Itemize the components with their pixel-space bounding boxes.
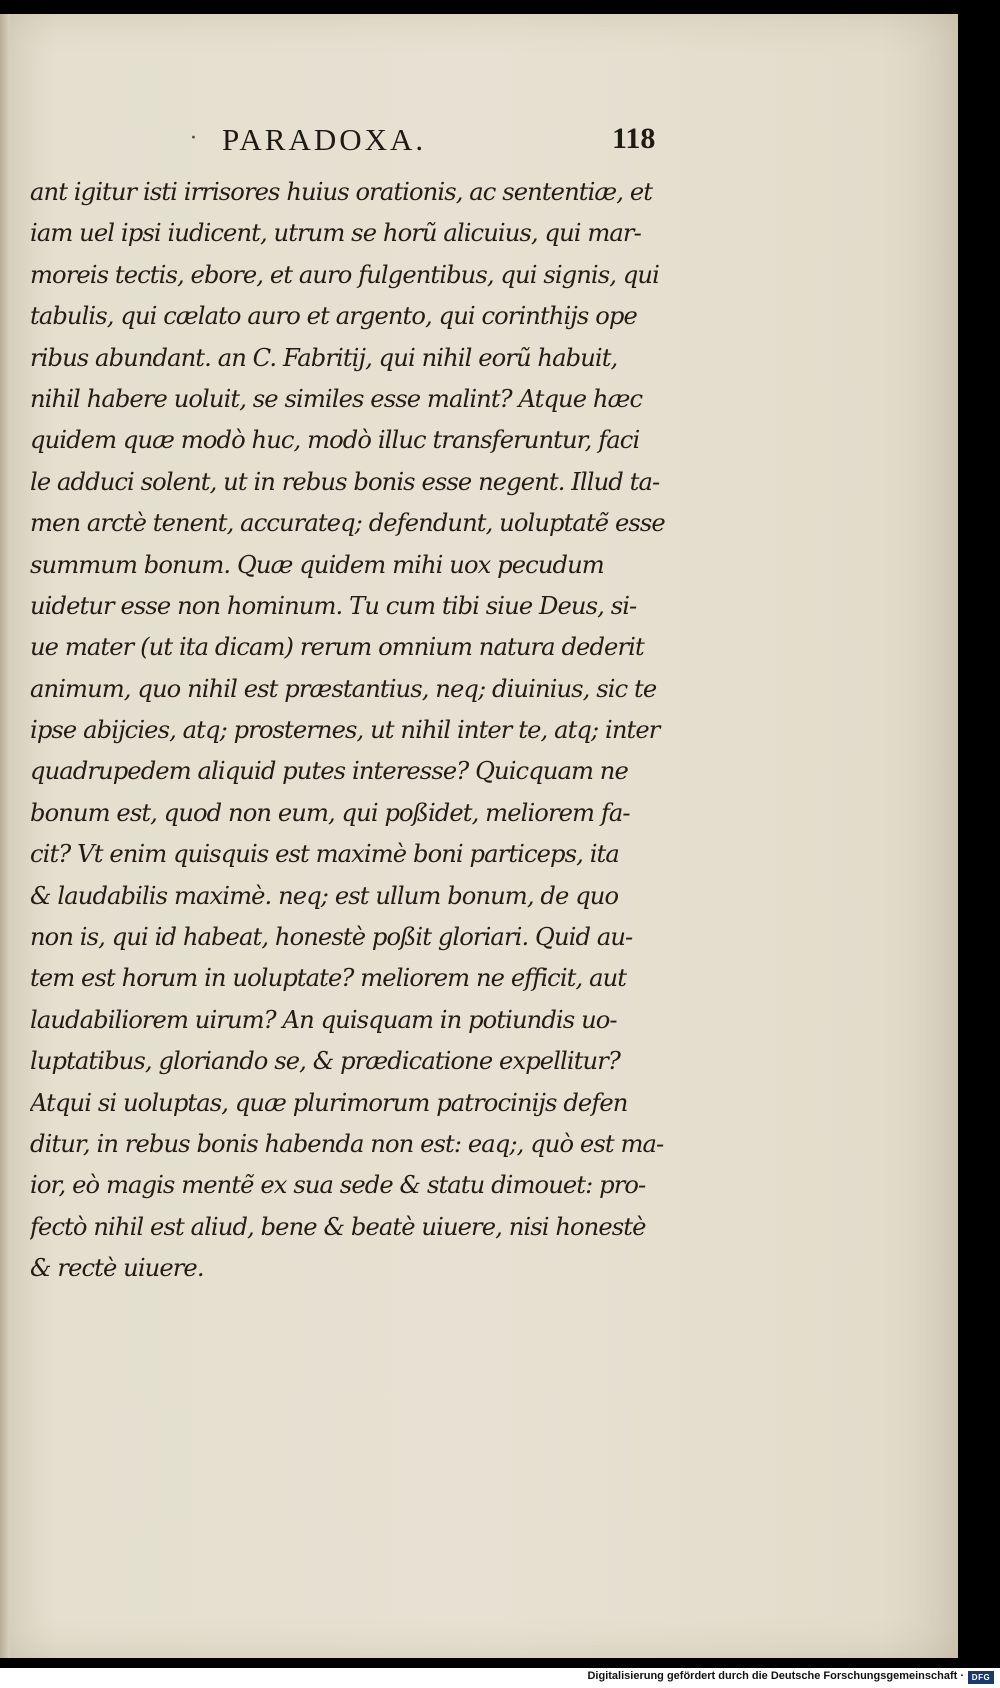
page-edge — [0, 14, 10, 1658]
text-line: cit? Vt enim quisquis est maximè boni particeps, ita — [30, 840, 619, 869]
text-line: fectò nihil est aliud, bene & beatè uiuere, nisi honestè — [30, 1212, 646, 1241]
text-line: luptatibus, gloriando se, & prædicatione expellitur? — [30, 1047, 620, 1076]
text-line: iam uel ipsi iudicent, utrum se horũ alicuius, qui mar- — [30, 219, 641, 248]
text-line: non is, qui id habeat, honestè poßit gloriari. Quid au- — [30, 923, 633, 952]
footer-bar — [0, 1668, 1000, 1688]
funding-notice: Digitalisierung gefördert durch die Deutsche Forschungsgemeinschaft · — [587, 1670, 964, 1682]
text-line: tem est horum in uoluptate? meliorem ne efficit, aut — [30, 964, 627, 993]
dfg-logo: DFG — [968, 1671, 994, 1684]
text-line: ant igitur isti irrisores huius orationis, ac sententiæ, et — [30, 178, 653, 206]
text-line: tabulis, qui cælato auro et argento, qui corinthijs ope — [30, 302, 637, 331]
text-line: ue mater (ut ita dicam) rerum omnium natura dederit — [30, 633, 644, 662]
text-line: uidetur esse non hominum. Tu cum tibi siue Deus, si- — [30, 591, 637, 620]
text-line: & laudabilis maximè. neq; est ullum bonum, de quo — [30, 881, 619, 910]
text-line: ior, eò magis mentẽ ex sua sede & statu dimouet: pro- — [30, 1171, 646, 1200]
text-line: summum bonum. Quæ quidem mihi uox pecudum — [30, 550, 604, 579]
running-head — [0, 116, 958, 166]
text-line: quidem quæ modò huc, modò illuc transferuntur, faci — [30, 426, 640, 455]
text-line: bonum est, quod non eum, qui poßidet, meliorem fa- — [30, 798, 630, 827]
running-title: PARADOXA. — [222, 122, 427, 157]
text-line: Atqui si uoluptas, quæ plurimorum patrocinijs defen — [30, 1088, 628, 1117]
text-line: ribus abundant. an C. Fabritij, qui nihil eorũ habuit, — [30, 343, 618, 372]
book-page — [0, 14, 958, 1658]
text-line: ipse abijcies, atq; prosternes, ut nihil inter te, atq; inter — [30, 716, 660, 745]
text-line: ditur, in rebus bonis habenda non est: eaq;, quò est ma- — [30, 1129, 664, 1158]
text-line: nihil habere uoluit, se similes esse malint? Atque hæc — [30, 384, 643, 413]
text-line: laudabiliorem uirum? An quisquam in potiundis uo- — [30, 1005, 617, 1034]
head-mark: · — [190, 126, 197, 151]
text-line: men arctè tenent, accurateq; defendunt, uoluptatẽ esse — [30, 509, 665, 538]
text-line: quadrupedem aliquid putes interesse? Quicquam ne — [30, 757, 628, 786]
page-number: 118 — [612, 122, 656, 155]
text-line: moreis tectis, ebore, et auro fulgentibus, qui signis, qui — [30, 260, 659, 289]
text-line: animum, quo nihil est præstantius, neq; diuinius, sic te — [30, 674, 657, 703]
text-line: & rectè uiuere. — [30, 1254, 204, 1283]
body-text — [30, 172, 690, 1290]
text-line: le adduci solent, ut in rebus bonis esse negent. Illud ta- — [30, 467, 660, 496]
